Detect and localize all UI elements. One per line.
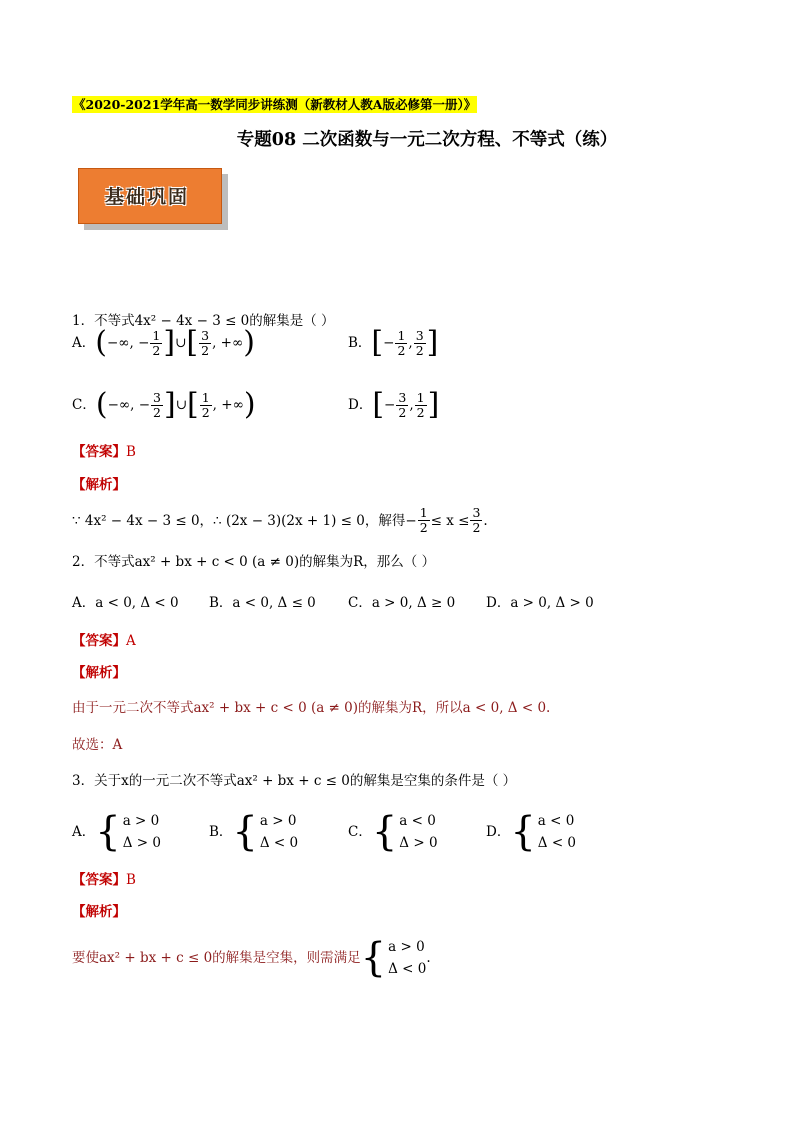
q3-analysis-label: 【解析】 [72,904,126,920]
section-badge [78,168,222,224]
q1-option-a-label: A． [72,335,96,351]
q2-analysis-label: 【解析】 [72,665,126,681]
page-title: 专题08 二次函数与一元二次方程、不等式（练） [236,130,618,150]
q3-option-c-bottom: Δ > 0 [399,835,438,851]
q3-option-c: C． { a < 0 Δ > 0 [348,809,438,855]
q1-stem: 1．不等式4x² − 4x − 3 ≤ 0的解集是（ ） [72,313,335,329]
q1-solution: ∵ 4x² − 4x − 3 ≤ 0，∴ (2x − 3)(2x + 1) ≤ 0，解得 − $\frac{1}{2}$ ≤ x ≤ $\frac{3}{2}$ . [72,505,488,535]
q3-solution-top: a > 0 [388,939,425,955]
q1-option-c: C． ( −∞, − $\frac{3}{2}$ ] ∪ [ $\frac{1}{2}$ , +∞ ) [72,387,256,422]
q1-analysis-label: 【解析】 [72,477,126,493]
q3-solution-text: 要使ax² + bx + c ≤ 0的解集是空集，则需满足 [72,950,361,966]
q1-answer [72,442,136,462]
q2-answer-value: A [126,633,136,649]
q1-option-c-label: C． [72,397,96,413]
q3-option-a: A． { a > 0 Δ > 0 [72,809,161,855]
q2-conclusion: 故选：A [72,737,123,753]
q2-answer [72,631,136,651]
section-badge-label: 基础巩固 [105,186,190,208]
q1-option-d-label: D． [348,397,373,413]
q3-option-b: B． { a > 0 Δ < 0 [209,809,299,855]
q3-option-d-top: a < 0 [537,813,575,829]
q3-solution: 要使ax² + bx + c ≤ 0的解集是空集，则需满足 { a > 0 Δ < 0 . [72,935,431,981]
q3-answer-value: B [126,872,136,888]
q1-answer-value: B [126,444,136,460]
q1-option-a: A． ( −∞, − $\frac{1}{2}$ ] ∪ [ $\frac{3}{2}$ , +∞ ) [72,325,255,360]
q3-option-a-label: A． [72,824,96,840]
q3-option-b-top: a > 0 [259,813,297,829]
q3-option-b-bottom: Δ < 0 [259,835,299,851]
q1-solution-text: ∵ 4x² − 4x − 3 ≤ 0，∴ (2x − 3)(2x + 1) ≤ 0，解得 [72,512,406,529]
q3-stem: 3．关于x的一元二次不等式ax² + bx + c ≤ 0的解集是空集的条件是（ ） [72,773,517,789]
q2-option-c: C．a > 0, Δ ≥ 0 [348,595,456,611]
q3-option-d: D． { a < 0 Δ < 0 [486,809,577,855]
q3-option-d-bottom: Δ < 0 [537,835,577,851]
q3-option-d-label: D． [486,824,511,840]
answer-label: 【答案】 [72,633,126,649]
series-banner: 《2020-2021学年高一数学同步讲练测（新教材人教A版必修第一册）》 [73,97,477,112]
q3-option-a-bottom: Δ > 0 [122,835,161,851]
q1-option-d: D． [ − $\frac{3}{2}$ , $\frac{1}{2}$ ] [348,387,440,422]
q3-answer [72,870,136,890]
q3-solution-bottom: Δ < 0 [388,961,427,977]
q2-solution: 由于一元二次不等式ax² + bx + c < 0 (a ≠ 0)的解集为R，所以a < 0, Δ < 0. [72,700,551,716]
q2-option-b: B．a < 0, Δ ≤ 0 [209,595,316,611]
q3-solution-end: . [426,950,431,966]
q3-option-b-label: B． [209,824,233,840]
q3-option-c-top: a < 0 [399,813,436,829]
q3-option-a-top: a > 0 [122,813,160,829]
q1-option-b: B． [ − $\frac{1}{2}$ , $\frac{3}{2}$ ] [348,325,439,360]
q1-option-b-label: B． [348,335,372,351]
q2-option-d: D．a > 0, Δ > 0 [486,595,594,611]
answer-label: 【答案】 [72,444,126,460]
q2-option-a: A．a < 0, Δ < 0 [72,595,179,611]
q1-solution-end: . [483,512,488,529]
answer-label: 【答案】 [72,872,126,888]
q2-stem: 2．不等式ax² + bx + c < 0 (a ≠ 0)的解集为R，那么（ ） [72,554,436,570]
q3-option-c-label: C． [348,824,372,840]
